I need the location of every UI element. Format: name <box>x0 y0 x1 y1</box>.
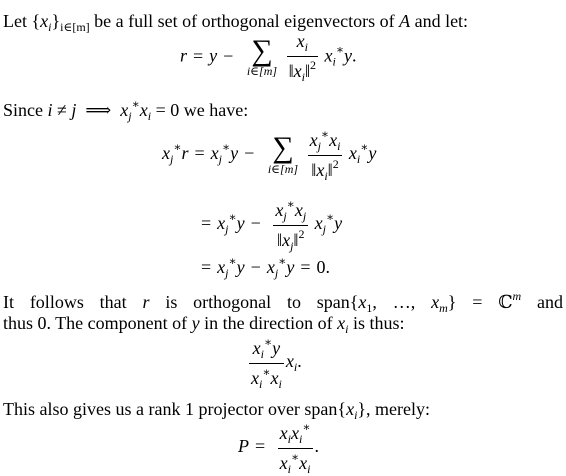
equation-projection-step3: = $x_j^∗y - x_j^∗y = 0$. <box>201 254 330 280</box>
equation-projection-step2: = $x_j^∗y$ − $\frac{x_j^∗x_j}{‖x_j‖^2}$ $x_j^∗y$ <box>201 197 343 253</box>
index-set-label: i∈[m] <box>60 20 90 34</box>
text-we-have: we have: <box>183 100 249 120</box>
complex-space-symbol: ℂ <box>498 292 513 312</box>
paragraph-since: Since i ≠ j ⟹ $x_j^∗x_i = 0$ we have: <box>3 97 249 123</box>
equation-residual: r = y − ∑ i∈[m] $\frac{x_i}{‖x_i‖^2}$ $x_i^∗y$. <box>180 31 357 84</box>
summation-symbol-2: ∑ i∈[m] <box>267 131 299 176</box>
paragraph-follows-line2: thus 0. The component of y in the direction of $x_i$ is thus: <box>3 313 405 336</box>
text-let: Let <box>3 11 27 31</box>
text-since: Since <box>3 100 43 120</box>
paragraph-follows-line1: It follows that r is orthogonal to $span\{x_1$, …, $x_m$} = ℂ$^m$ and <box>3 289 564 315</box>
paragraph-intro: Let $\{x_i\}_{i\in[m]}$ be a full set of orthogonal eigenvectors of A and let: <box>3 11 469 34</box>
text-and-let: and let: <box>414 11 469 31</box>
zero-result: 0 <box>316 257 326 277</box>
equation-projector: P = $\frac{x_ix_i^∗}{x_i^∗x_i}$ . <box>238 420 319 476</box>
equation-component: $\frac{x_i^∗y}{x_i^∗x_i}$ $x_i$. <box>251 335 302 391</box>
equation-projection-step1: $x_j^∗r = x_j^∗y$ − ∑ i∈[m] $\frac{x_j^∗x_i}{‖x_i‖^2}$ $x_i^∗y$ <box>162 127 377 183</box>
summation-symbol: ∑ i∈[m] <box>246 33 278 79</box>
text-full-set: be a full set of orthogonal eigenvectors of <box>94 11 395 31</box>
matrix-symbol: A <box>399 11 411 31</box>
paragraph-projector: This also gives us a rank 1 projector over $span\{x_i\}$, merely: <box>3 399 431 422</box>
